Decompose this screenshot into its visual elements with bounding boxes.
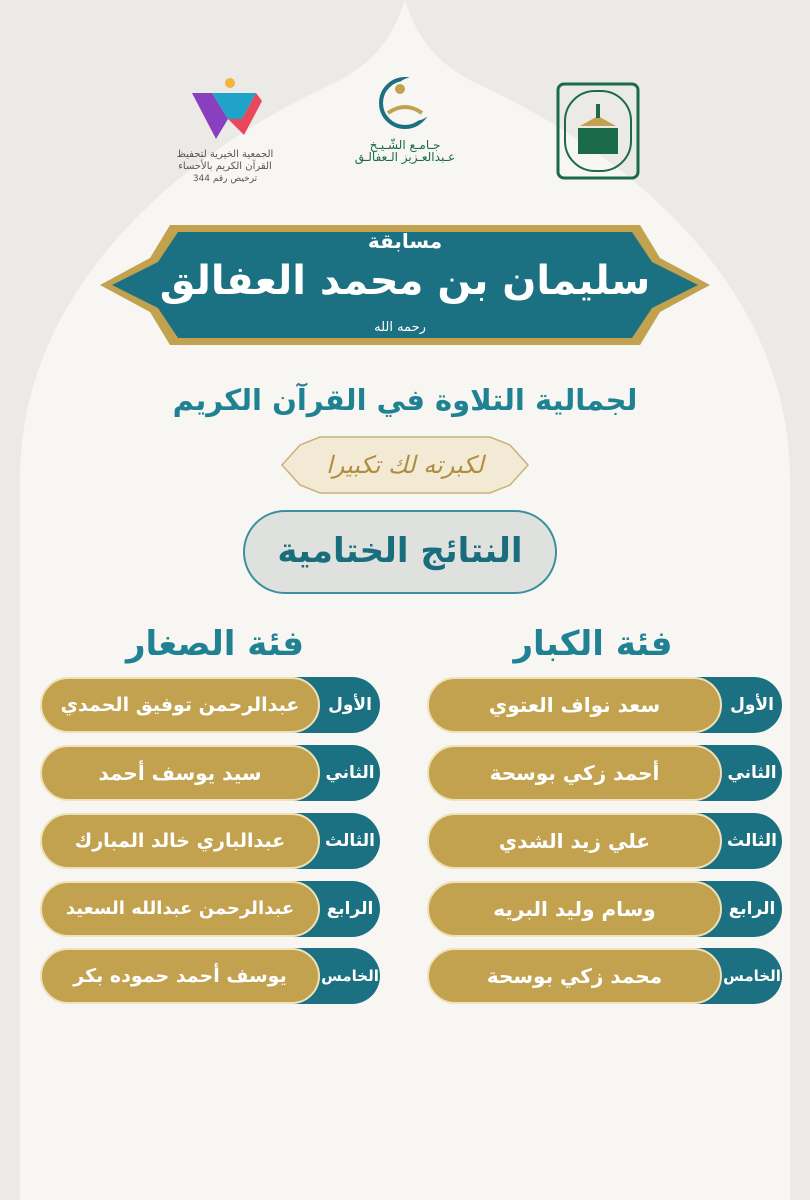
rank-label: الرابع xyxy=(728,899,776,919)
winner-name: سعد نواف العتوي xyxy=(427,677,722,733)
seniors-title: فئة الكبار xyxy=(513,624,673,664)
subtitle: لجمالية التلاوة في القرآن الكريم xyxy=(172,383,638,417)
rank-label: الثاني xyxy=(727,763,777,783)
juniors-row-1 xyxy=(40,677,380,733)
competition-name: سليمان بن محمد العفالق xyxy=(159,258,651,304)
mosque-caption-1: جـامـع الشّـيـخ xyxy=(369,138,441,152)
winner-name: أحمد زكي بوسحة xyxy=(427,745,722,801)
winner-name: محمد زكي بوسحة xyxy=(427,948,722,1004)
ministry-logo xyxy=(556,82,640,180)
rank-label: الأول xyxy=(328,695,372,715)
juniors-row-2 xyxy=(40,745,380,801)
association-caption-1: الجمعية الخيرية لتحفيظ xyxy=(176,149,274,160)
association-logo xyxy=(170,75,280,184)
competition-label: مسابقة xyxy=(367,229,443,253)
rank-label: الثاني xyxy=(325,763,375,783)
winner-name: سيد يوسف أحمد xyxy=(40,745,320,801)
winner-name: عبدالباري خالد المبارك xyxy=(40,813,320,869)
rank-label: الخامس xyxy=(321,967,379,985)
mosque-caption-2: عـبدالعـزيز الـعفالـق xyxy=(354,150,456,164)
association-caption-2: القرآن الكريم بالأحساء xyxy=(178,161,272,172)
juniors-title: فئة الصغار xyxy=(125,624,305,664)
seniors-row-5 xyxy=(427,948,782,1004)
juniors-row-4 xyxy=(40,881,380,937)
calligraphy-verse: لكبرته لك تكبيرا xyxy=(326,451,484,479)
rank-label: الثالث xyxy=(325,831,375,851)
winner-name: عبدالرحمن توفيق الحمدي xyxy=(40,677,320,733)
winner-name: وسام وليد البريه xyxy=(427,881,722,937)
association-caption-3: ترخيص رقم 344 xyxy=(192,174,258,184)
seniors-row-1 xyxy=(427,677,782,733)
rank-label: الرابع xyxy=(326,899,374,919)
winner-name: عبدالرحمن عبدالله السعيد xyxy=(40,881,320,937)
rank-label: الثالث xyxy=(727,831,777,851)
juniors-row-5 xyxy=(40,948,380,1004)
seniors-row-3 xyxy=(427,813,782,869)
mosque-logo xyxy=(330,75,480,175)
rank-label: الأول xyxy=(730,695,774,715)
juniors-row-3 xyxy=(40,813,380,869)
winner-name: علي زيد الشدي xyxy=(427,813,722,869)
honorific: رحمه الله xyxy=(374,320,426,335)
seniors-row-4 xyxy=(427,881,782,937)
winner-name: يوسف أحمد حموده بكر xyxy=(40,948,320,1004)
seniors-row-2 xyxy=(427,745,782,801)
results-title: النتائج الختامية xyxy=(243,510,557,594)
rank-label: الخامس xyxy=(723,967,781,985)
